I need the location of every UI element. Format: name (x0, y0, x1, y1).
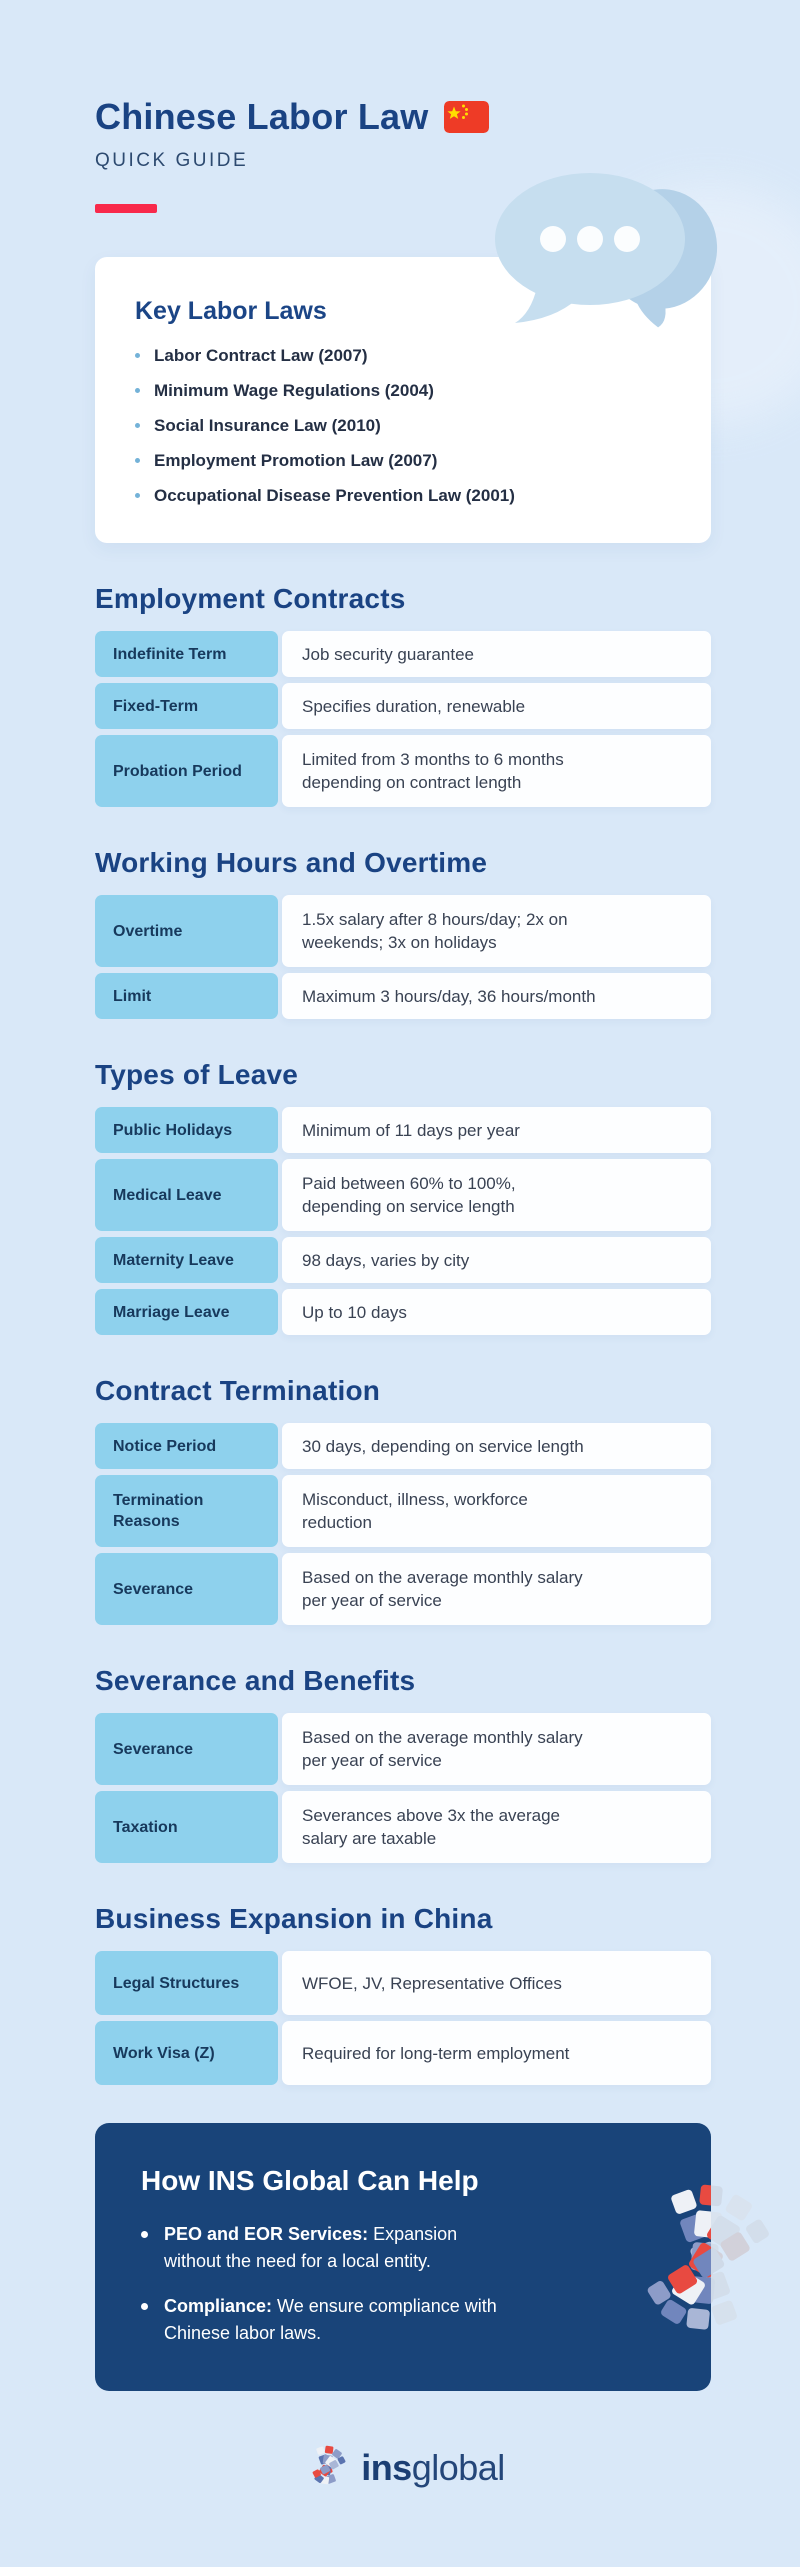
section-heading: Types of Leave (95, 1059, 299, 1090)
table-row (95, 683, 711, 729)
row-label: Legal Structures (95, 1951, 278, 2015)
row-value: Job security guarantee (282, 631, 711, 677)
table-row (95, 1107, 711, 1153)
list-item: Employment Promotion Law (2007) (135, 449, 671, 472)
row-label: Indefinite Term (95, 631, 278, 677)
row-label: Work Visa (Z) (95, 2021, 278, 2085)
table-row (95, 735, 711, 807)
page-title: Chinese Labor Law (95, 96, 429, 137)
mosaic-globe-illustration (615, 2175, 711, 2351)
list-item: PEO and EOR Services: Expansion without the need for a local entity. (141, 2221, 511, 2275)
header (95, 96, 711, 138)
row-value: Minimum of 11 days per year (282, 1107, 711, 1153)
row-value: 30 days, depending on service length (282, 1423, 711, 1469)
page-subtitle: QUICK GUIDE (95, 150, 249, 171)
row-label: Taxation (95, 1791, 278, 1863)
row-label: Notice Period (95, 1423, 278, 1469)
table-row (95, 1713, 711, 1785)
bullet-dot-icon (135, 458, 140, 463)
table-row (95, 631, 711, 677)
help-list (141, 2221, 511, 2347)
help-card (95, 2123, 711, 2391)
help-card-wrapper (95, 2123, 711, 2391)
row-label: Severance (95, 1713, 278, 1785)
table-row (95, 1951, 711, 2015)
row-value: Based on the average monthly salary per year of service (282, 1553, 711, 1625)
row-label: Maternity Leave (95, 1237, 278, 1283)
bullet-dot-icon (135, 493, 140, 498)
section-heading: Severance and Benefits (95, 1665, 416, 1696)
section-severance-benefits (95, 1665, 711, 1863)
list-item: Minimum Wage Regulations (2004) (135, 379, 671, 402)
list-item: Compliance: We ensure compliance with Chinese labor laws. (141, 2293, 511, 2347)
table-row (95, 1791, 711, 1863)
ins-global-logo: insglobal (361, 2447, 505, 2488)
bullet-dot-icon (141, 2231, 148, 2238)
section-types-of-leave (95, 1059, 711, 1335)
row-value: WFOE, JV, Representative Offices (282, 1951, 711, 2015)
row-value: Maximum 3 hours/day, 36 hours/month (282, 973, 711, 1019)
section-heading: Employment Contracts (95, 583, 406, 614)
row-label: Limit (95, 973, 278, 1019)
table-row (95, 1159, 711, 1231)
accent-bar (95, 204, 157, 213)
logo-globe-icon (301, 2443, 351, 2493)
table-row (95, 1289, 711, 1335)
section-working-hours (95, 847, 711, 1019)
row-value: Required for long-term employment (282, 2021, 711, 2085)
section-business-expansion (95, 1903, 711, 2085)
chat-bubbles-illustration (493, 171, 721, 331)
key-laws-list (135, 344, 671, 507)
table-row (95, 1553, 711, 1625)
list-item: Labor Contract Law (2007) (135, 344, 671, 367)
table-row (95, 1475, 711, 1547)
row-label: Fixed-Term (95, 683, 278, 729)
row-value: Misconduct, illness, workforce reduction (282, 1475, 711, 1547)
section-heading: Business Expansion in China (95, 1903, 493, 1934)
china-flag-icon (444, 101, 489, 133)
section-heading: Contract Termination (95, 1375, 381, 1406)
table-row (95, 895, 711, 967)
list-item: Occupational Disease Prevention Law (2001) (135, 484, 671, 507)
table-row (95, 1237, 711, 1283)
row-value: Based on the average monthly salary per year of service (282, 1713, 711, 1785)
row-label: Severance (95, 1553, 278, 1625)
footer (95, 2443, 711, 2493)
key-laws-card (95, 257, 711, 543)
bullet-dot-icon (135, 423, 140, 428)
row-value: Paid between 60% to 100%, depending on service length (282, 1159, 711, 1231)
row-value: Up to 10 days (282, 1289, 711, 1335)
row-label: Marriage Leave (95, 1289, 278, 1335)
row-value: Specifies duration, renewable (282, 683, 711, 729)
section-heading: Working Hours and Overtime (95, 847, 488, 878)
row-label: Overtime (95, 895, 278, 967)
row-label: Probation Period (95, 735, 278, 807)
row-value: Severances above 3x the average salary are taxable (282, 1791, 711, 1863)
row-value: 98 days, varies by city (282, 1237, 711, 1283)
table-row (95, 1423, 711, 1469)
row-value: 1.5x salary after 8 hours/day; 2x on weekends; 3x on holidays (282, 895, 711, 967)
row-label: Medical Leave (95, 1159, 278, 1231)
row-value: Limited from 3 months to 6 months depending on contract length (282, 735, 711, 807)
list-item: Social Insurance Law (2010) (135, 414, 671, 437)
row-label: Public Holidays (95, 1107, 278, 1153)
bullet-dot-icon (135, 388, 140, 393)
table-row (95, 973, 711, 1019)
row-label: Termination Reasons (95, 1475, 278, 1547)
key-laws-heading: Key Labor Laws (135, 297, 327, 325)
section-contract-termination (95, 1375, 711, 1625)
table-row (95, 2021, 711, 2085)
bullet-dot-icon (135, 353, 140, 358)
bullet-dot-icon (141, 2303, 148, 2310)
section-employment-contracts (95, 583, 711, 807)
help-card-heading: How INS Global Can Help (141, 2165, 479, 2196)
